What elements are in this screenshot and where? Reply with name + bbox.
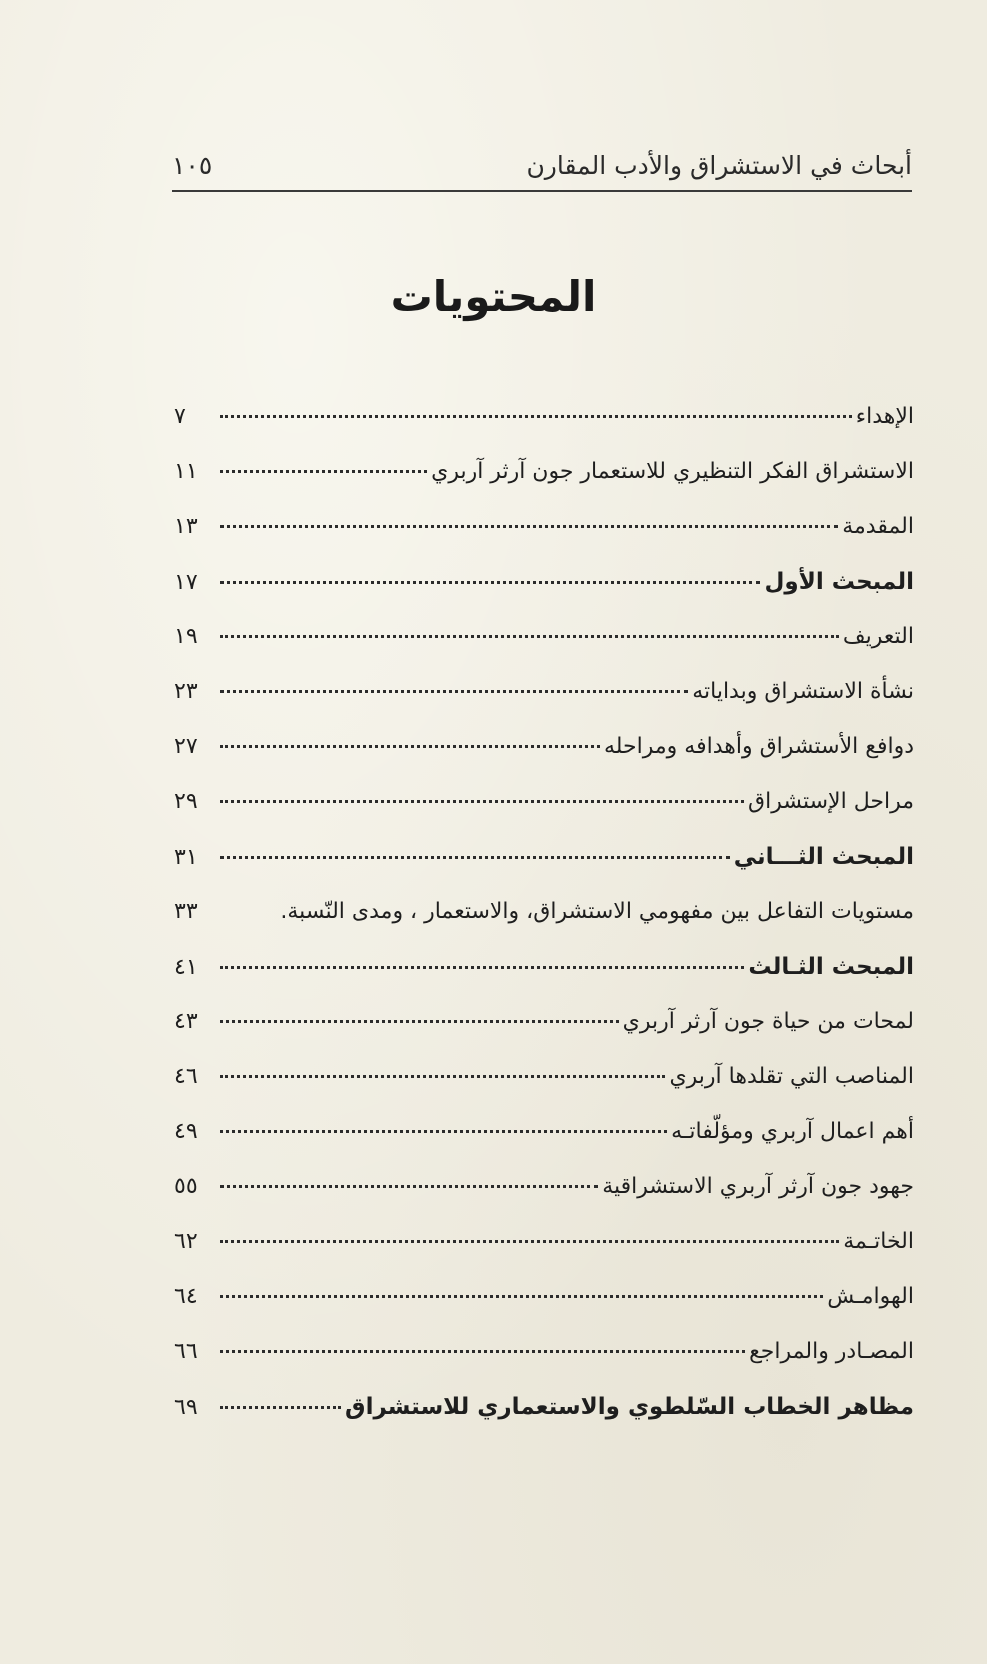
toc-entry-label: الإهداء (855, 404, 914, 429)
dot-leader (220, 581, 760, 584)
toc-entry (174, 1284, 914, 1339)
toc-entry (174, 569, 914, 624)
toc-entry-label: نشأة الاستشراق وبداياته (692, 679, 914, 704)
toc-entry-page-number: ٢٣ (174, 679, 198, 704)
toc-entry-page-number: ١٧ (174, 570, 198, 595)
toc-entry-page-number: ٦٢ (174, 1229, 198, 1254)
dot-leader (220, 1240, 839, 1243)
dot-leader (220, 1350, 745, 1353)
toc-entry (174, 1229, 914, 1284)
toc-entry-label: المبحث الثـالث (748, 954, 914, 980)
toc-entry (174, 734, 914, 789)
dot-leader (220, 1130, 667, 1133)
toc-entry-page-number: ١١ (174, 459, 198, 484)
dot-leader (220, 1020, 619, 1023)
dot-leader (220, 856, 730, 859)
dot-leader (220, 1075, 665, 1078)
toc-entry (174, 1009, 914, 1064)
toc-entry-page-number: ٧ (174, 404, 186, 429)
toc-entry-page-number: ٤٩ (174, 1119, 198, 1144)
toc-entry-label: التعريف (842, 624, 914, 649)
toc-entry-page-number: ٣١ (174, 845, 198, 870)
toc-entry-label: لمحات من حياة جون آرثر آربري (622, 1009, 914, 1034)
dot-leader (220, 1406, 341, 1409)
dot-leader (220, 966, 744, 969)
toc-entry (174, 679, 914, 734)
toc-entry-page-number: ٤٣ (174, 1009, 198, 1034)
toc-entry (174, 1064, 914, 1119)
toc-entry-label: المناصب التي تقلدها آربري (669, 1064, 914, 1089)
toc-entry-label: أهم اعمال آربري ومؤلّفاتـه (671, 1119, 914, 1144)
toc-entry-page-number: ٢٧ (174, 734, 198, 759)
toc-entry (174, 789, 914, 844)
dot-leader (220, 800, 744, 803)
toc-entry-page-number: ٤١ (174, 955, 198, 980)
toc-entry (174, 1339, 914, 1394)
toc-entry-label: الخاتـمة (843, 1229, 914, 1254)
dot-leader (220, 745, 600, 748)
dot-leader (220, 1295, 823, 1298)
toc-entry-page-number: ٢٩ (174, 789, 198, 814)
toc-entry-label: مظاهر الخطاب السّلطوي والاستعماري للاستشراق (345, 1394, 914, 1420)
toc-entry (174, 404, 914, 459)
toc-entry-label: جهود جون آرثر آربري الاستشراقية (602, 1174, 914, 1199)
toc-entry-page-number: ٤٦ (174, 1064, 198, 1089)
toc-entry-page-number: ٣٣ (174, 899, 198, 924)
toc-entry-label: مراحل الإستشراق (748, 789, 914, 814)
running-header (172, 140, 912, 192)
toc-entry (174, 899, 914, 954)
toc-entry (174, 844, 914, 899)
toc-entry-label: المبحث الثـــاني (733, 844, 914, 870)
toc-entry-page-number: ٥٥ (174, 1174, 198, 1199)
toc-entry-label: مستويات التفاعل بين مفهومي الاستشراق، والاستعمار ، ومدى النّسبة. (280, 899, 914, 924)
page-number: ١٠٥ (172, 151, 213, 180)
dot-leader (220, 1185, 598, 1188)
toc-entry-page-number: ٦٤ (174, 1284, 198, 1309)
toc-entry-label: المبحث الأول (764, 569, 914, 595)
toc-entry (174, 1394, 914, 1449)
toc-entry (174, 1119, 914, 1174)
toc-entry-label: الاستشراق الفكر التنظيري للاستعمار جون آرثر آربري (431, 459, 914, 484)
toc-entry (174, 954, 914, 1009)
toc-entry-page-number: ٦٦ (174, 1339, 198, 1364)
toc-entry-page-number: ٦٩ (174, 1395, 198, 1420)
toc-entry-label: دوافع الأستشراق وأهدافه ومراحله (603, 734, 914, 759)
toc-entry (174, 459, 914, 514)
running-title: أبحاث في الاستشراق والأدب المقارن (526, 151, 912, 180)
toc-entry-label: المقدمة (842, 514, 914, 539)
toc-entry-page-number: ١٣ (174, 514, 198, 539)
dot-leader (220, 525, 838, 528)
toc-entry-label: الهوامـش (827, 1284, 914, 1309)
toc-entry (174, 514, 914, 569)
toc-entry (174, 624, 914, 679)
dot-leader (220, 635, 839, 638)
toc-entry-page-number: ١٩ (174, 624, 198, 649)
dot-leader (220, 470, 427, 473)
toc-entry (174, 1174, 914, 1229)
toc-title: المحتويات (390, 272, 597, 321)
dot-leader (220, 415, 852, 418)
dot-leader (220, 690, 688, 693)
table-of-contents (174, 404, 914, 1449)
toc-entry-label: المصـادر والمراجع (749, 1339, 914, 1364)
